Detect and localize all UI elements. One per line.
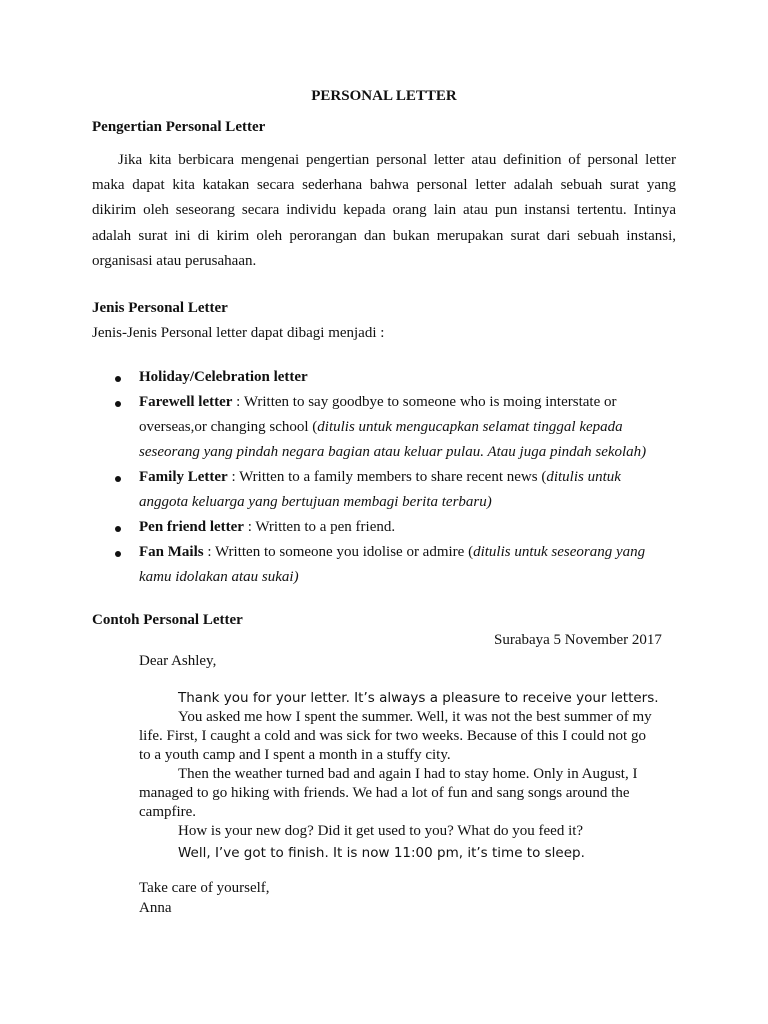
list-item-fan-mails xyxy=(139,544,645,561)
letter-line: life. First, I caught a cold and was sick for two weeks. Because of this I could not go xyxy=(139,728,646,744)
types-heading: Jenis Personal Letter xyxy=(92,300,228,316)
list-item-continuation: anggota keluarga yang bertujuan membagi berita terbaru) xyxy=(139,494,492,510)
list-item-continuation: seseorang yang pindah negara bagian atau keluar pulau. Atau juga pindah sekolah) xyxy=(139,444,647,460)
definition-line: Jika kita berbicara mengenai pengertian personal letter atau definition of personal letter xyxy=(118,152,676,168)
list-item-continuation: kamu idolakan atau sukai) xyxy=(139,569,299,585)
definition-line: dikirim oleh seseorang secara individu kepada orang lain atau pun instansi tertentu. Intinya xyxy=(92,202,676,219)
letter-line: Then the weather turned bad and again I had to stay home. Only in August, I xyxy=(178,766,638,782)
item-name: Pen friend letter xyxy=(139,519,244,535)
definition-line: adalah surat ini di kirim oleh perorangan dan bukan merupakan surat dari sebuah instansi, xyxy=(92,227,676,244)
item-desc: : Written to a pen friend. xyxy=(243,519,396,535)
letter-line: campfire. xyxy=(139,804,197,820)
letter-salutation: Dear Ashley, xyxy=(139,653,217,669)
item-desc: : Written to a family members to share recent news ( xyxy=(227,469,547,485)
letter-line: You asked me how I spent the summer. Well, it was not the best summer of my xyxy=(178,709,652,725)
list-item-holiday: Holiday/Celebration letter xyxy=(139,369,308,385)
letter-line: Thank you for your letter. It’s always a pleasure to receive your letters. xyxy=(178,690,659,706)
list-item-pen-friend xyxy=(139,519,395,536)
item-desc-italic: ditulis untuk mengucapkan selamat tinggal kepada xyxy=(317,419,623,435)
item-desc: overseas,or changing school ( xyxy=(139,419,318,435)
example-heading: Contoh Personal Letter xyxy=(92,612,243,628)
item-desc: : Written to say goodbye to someone who is moing interstate or xyxy=(232,394,617,410)
bullet-dot xyxy=(115,376,121,382)
item-desc-italic: ditulis untuk xyxy=(546,469,621,485)
list-item-farewell xyxy=(139,394,616,411)
bullet-dot xyxy=(115,476,121,482)
definition-paragraph xyxy=(92,148,676,274)
bullet-dot xyxy=(115,526,121,532)
letter-line: Well, I’ve got to finish. It is now 11:00 pm, it’s time to sleep. xyxy=(178,845,585,861)
letter-line: to a youth camp and I spent a month in a stuffy city. xyxy=(139,747,451,763)
definition-line: organisasi atau perusahaan. xyxy=(92,252,257,269)
types-intro: Jenis-Jenis Personal letter dapat dibagi menjadi : xyxy=(92,325,385,341)
bullet-dot xyxy=(115,551,121,557)
item-desc: : Written to someone you idolise or admire ( xyxy=(203,544,474,560)
list-item-continuation xyxy=(139,419,623,436)
item-name: Farewell letter xyxy=(139,394,233,410)
list-item-family xyxy=(139,469,621,486)
item-name: Fan Mails xyxy=(139,544,204,560)
definition-heading: Pengertian Personal Letter xyxy=(92,119,266,135)
item-desc-italic: ditulis untuk seseorang yang xyxy=(473,544,646,560)
bullet-dot xyxy=(115,401,121,407)
letter-closing: Take care of yourself, xyxy=(139,880,270,896)
definition-line: maka dapat kita katakan secara sederhana bahwa personal letter adalah sebuah surat yang xyxy=(92,177,676,194)
item-name: Family Letter xyxy=(139,469,228,485)
letter-line: managed to go hiking with friends. We had a lot of fun and sang songs around the xyxy=(139,785,630,801)
letter-line: How is your new dog? Did it get used to you? What do you feed it? xyxy=(178,823,584,839)
letter-signature: Anna xyxy=(139,900,172,916)
page-title: PERSONAL LETTER xyxy=(311,88,457,104)
letter-date: Surabaya 5 November 2017 xyxy=(494,632,662,648)
